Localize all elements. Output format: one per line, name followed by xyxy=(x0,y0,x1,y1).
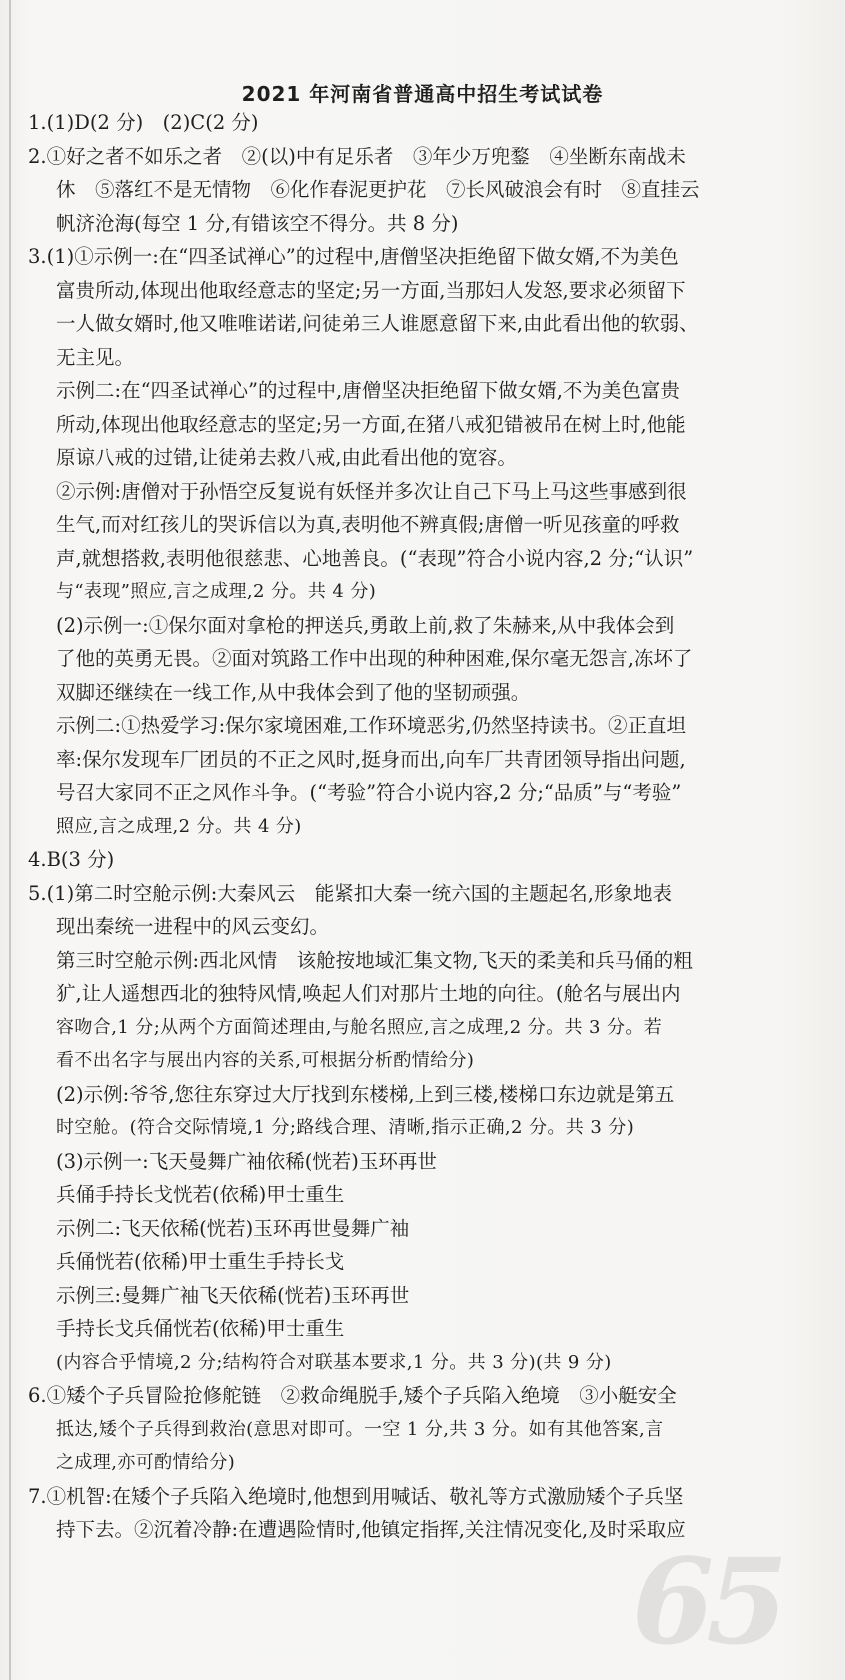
text-line: 之成理,亦可酌情给分) xyxy=(56,1452,236,1473)
page-number-watermark: 65 xyxy=(632,1532,781,1671)
text-line: 声,就想搭救,表明他很慈悲、心地善良。(“表现”符合小说内容,2 分;“认识” xyxy=(56,546,694,570)
text-line: 生气,而对红孩儿的哭诉信以为真,表明他不辨真假;唐僧一听见孩童的呼救 xyxy=(56,513,680,536)
text-line: 6.①矮个子兵冒险抢修舵链 ②救命绳脱手,矮个子兵陷入绝境 ③小艇安全 xyxy=(28,1384,677,1407)
text-line: 示例二:飞天依稀(恍若)玉环再世曼舞广袖 xyxy=(56,1216,410,1240)
text-line: 一人做女婿时,他又唯唯诺诺,问徒弟三人谁愿意留下来,由此看出他的软弱、 xyxy=(56,312,699,335)
text-line: 5.(1)第二时空舱示例:大秦风云 能紧扣大秦一统六国的主题起名,形象地表 xyxy=(28,881,672,905)
text-line: 照应,言之成理,2 分。共 4 分) xyxy=(56,815,302,837)
text-line: 兵俑手持长戈恍若(依稀)甲士重生 xyxy=(56,1183,345,1206)
text-line: 抵达,矮个子兵得到救治(意思对即可。一空 1 分,共 3 分。如有其他答案,言 xyxy=(56,1418,664,1440)
text-line: (3)示例一:飞天曼舞广袖依稀(恍若)玉环再世 xyxy=(56,1149,437,1173)
text-line: 第三时空舱示例:西北风情 该舱按地域汇集文物,飞天的柔美和兵马俑的粗 xyxy=(56,948,693,972)
text-line: 示例二:①热爱学习:保尔家境困难,工作环境恶劣,仍然坚持读书。②正直坦 xyxy=(56,714,687,737)
text-line: 示例三:曼舞广袖飞天依稀(恍若)玉环再世 xyxy=(56,1283,410,1307)
text-line: 率:保尔发现车厂团员的不正之风时,挺身而出,向车厂共青团领导指出问题, xyxy=(56,747,686,771)
text-line: 3.(1)①示例一:在“四圣试禅心”的过程中,唐僧坚决拒绝留下做女婿,不为美色 xyxy=(28,245,679,268)
text-line: 示例二:在“四圣试禅心”的过程中,唐僧坚决拒绝留下做女婿,不为美色富贵 xyxy=(56,379,680,402)
text-line: 富贵所动,体现出他取经意志的坚定;另一方面,当那妇人发怒,要求必须留下 xyxy=(56,278,686,302)
text-line: 与“表现”照应,言之成理,2 分。共 4 分) xyxy=(56,581,377,602)
text-line: 了他的英勇无畏。②面对筑路工作中出现的种种困难,保尔毫无怨言,冻坏了 xyxy=(56,647,693,670)
text-line: 帆济沧海(每空 1 分,有错该空不得分。共 8 分) xyxy=(56,211,459,235)
text-line: 原谅八戒的过错,让徒弟去救八戒,由此看出他的宽容。 xyxy=(56,446,517,469)
text-line: 持下去。②沉着冷静:在遭遇险情时,他镇定指挥,关注情况变化,及时采取应 xyxy=(56,1518,686,1541)
text-line: 7.①机智:在矮个子兵陷入绝境时,他想到用喊话、敬礼等方式激励矮个子兵坚 xyxy=(28,1484,684,1508)
text-line: 2.①好之者不如乐之者 ②(以)中有足乐者 ③年少万兜鍪 ④坐断东南战未 xyxy=(28,144,686,168)
text-line: 号召大家同不正之风作斗争。(“考验”符合小说内容,2 分;“品质”与“考验” xyxy=(56,781,682,804)
answer-body xyxy=(28,106,793,1547)
text-line: 容吻合,1 分;从两个方面简述理由,与舱名照应,言之成理,2 分。共 3 分。若 xyxy=(56,1016,663,1038)
text-line: 手持长戈兵俑恍若(依稀)甲士重生 xyxy=(56,1317,345,1340)
text-line: 1.(1)D(2 分) (2)C(2 分) xyxy=(28,111,259,134)
text-line: 犷,让人遥想西北的独特风情,唤起人们对那片土地的向往。(舱名与展出内 xyxy=(56,982,681,1005)
text-line: 4.B(3 分) xyxy=(28,848,115,871)
text-line: (2)示例一:①保尔面对拿枪的押送兵,勇敢上前,救了朱赫来,从中我体会到 xyxy=(56,613,675,637)
text-line: 休 ⑤落红不是无情物 ⑥化作春泥更护花 ⑦长风破浪会有时 ⑧直挂云 xyxy=(56,178,700,201)
page-title: 2021 年河南省普通高中招生考试试卷 xyxy=(241,82,604,106)
text-line: 双脚还继续在一线工作,从中我体会到了他的坚韧顽强。 xyxy=(56,680,531,704)
text-line: 时空舱。(符合交际情境,1 分;路线合理、清晰,指示正确,2 分。共 3 分) xyxy=(56,1117,635,1138)
text-line: (2)示例:爷爷,您往东穿过大厅找到东楼梯,上到三楼,楼梯口东边就是第五 xyxy=(56,1082,675,1106)
text-line: 现出秦统一进程中的风云变幻。 xyxy=(56,915,330,938)
text-line: (内容合乎情境,2 分;结构符合对联基本要求,1 分。共 3 分)(共 9 分) xyxy=(56,1351,612,1373)
text-line: 所动,体现出他取经意志的坚定;另一方面,在猪八戒犯错被吊在树上时,他能 xyxy=(56,412,686,436)
text-line: 兵俑恍若(依稀)甲士重生手持长戈 xyxy=(56,1250,345,1273)
text-line: ②示例:唐僧对于孙悟空反复说有妖怪并多次让自己下马上马这些事感到很 xyxy=(56,479,687,503)
text-line: 无主见。 xyxy=(56,345,135,369)
text-line: 看不出名字与展出内容的关系,可根据分析酌情给分) xyxy=(56,1050,475,1071)
binding-line xyxy=(9,0,11,1680)
